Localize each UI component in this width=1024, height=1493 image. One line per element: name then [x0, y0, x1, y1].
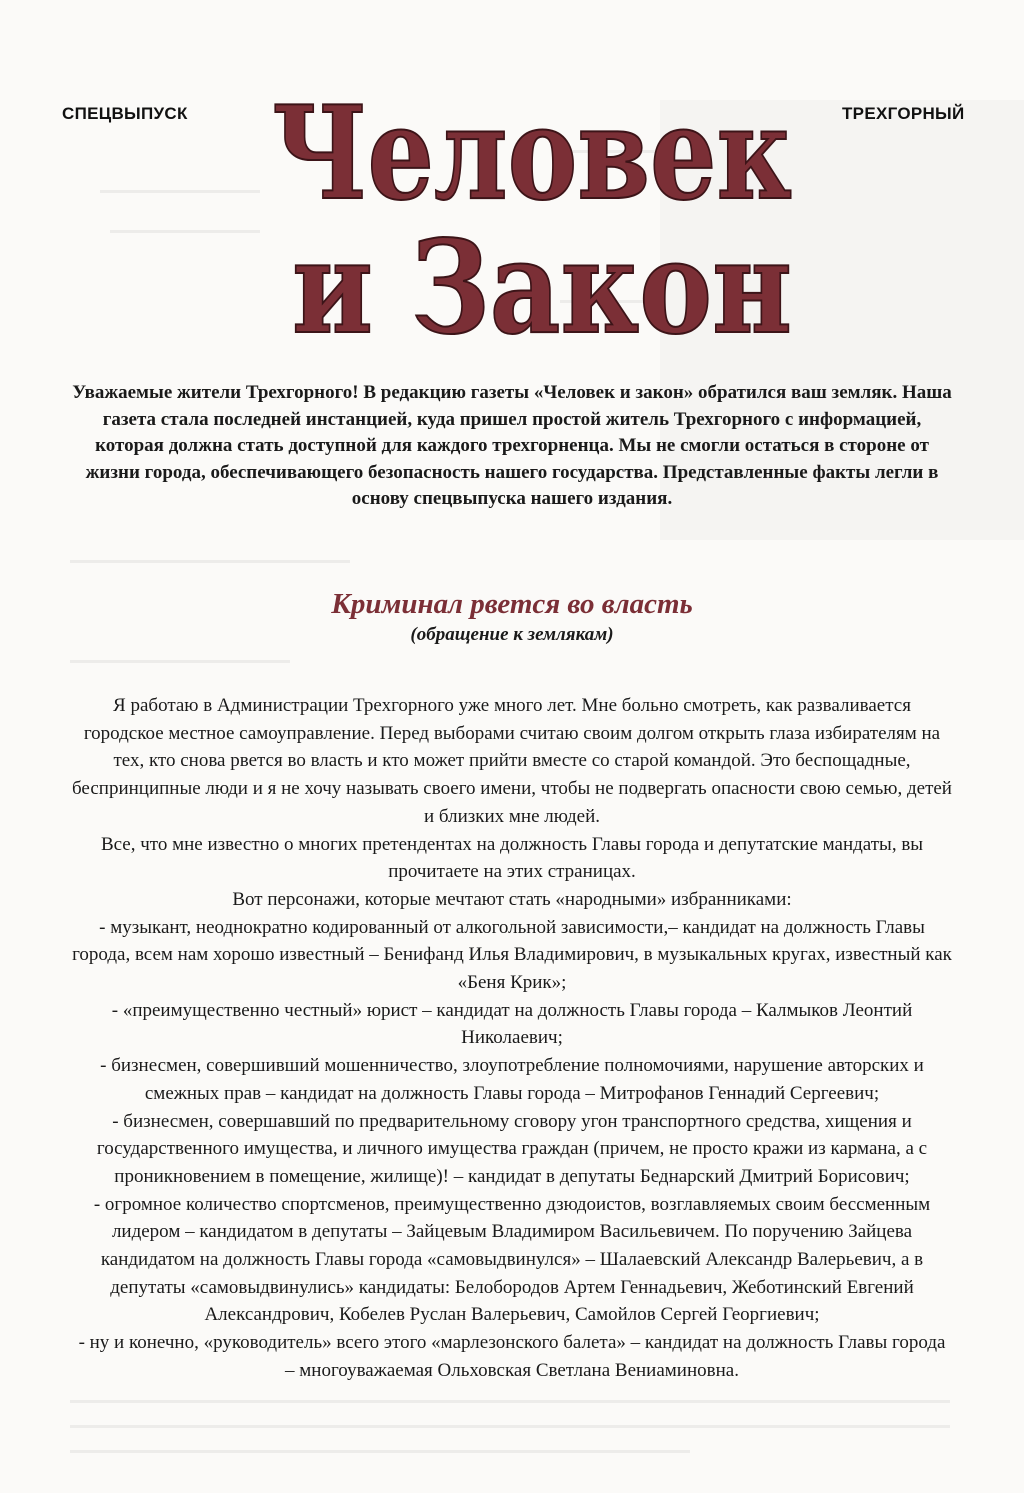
list-item: - огромное количество спортсменов, преимущественно дзюдоистов, возглавляемых своим бессменным лидером – кандидатом в депутаты – Зайцевым Владимиром Васильевичем. По поручению Зайцева кандидатом на должность Главы города «самовыдвинулся» – Шалаевский Александр Валерьевич, а в депутаты «самовыдвинулись» кандидаты: Белобородов Артем Геннадьевич, Жеботинский Евгений Александрович, Кобелев Руслан Валерьевич, Самойлов Сергей Георгиевич;: [93, 1193, 931, 1326]
article-title: Криминал рвется во власть: [331, 588, 693, 620]
article-body: [72, 692, 952, 1385]
list-item: - бизнесмен, совершивший мошенничество, злоупотребление полномочиями, нарушение авторских и смежных прав – кандидат на должность Главы города – Митрофанов Геннадий Сергеевич;: [100, 1055, 924, 1104]
paragraph: Вот персонажи, которые мечтают стать «народными» избранниками:: [232, 888, 792, 910]
masthead-line-2: и Закон: [292, 213, 792, 350]
special-issue-label: СПЕЦВЫПУСК: [62, 104, 188, 123]
list-item: - бизнесмен, совершавший по предварительному сговору угон транспортного средства, хищения и государственного имущества, и личного имущества граждан (причем, не просто кражи из кармана, а с проникновением в помещение, жилище)! – кандидат в депутаты Беднарский Дмитрий Борисович;: [96, 1110, 928, 1187]
paragraph: Я работаю в Администрации Трехгорного уже много лет. Мне больно смотреть, как разваливается городское местное самоуправление. Перед выборами считаю своим долгом открыть глаза избирателям на тех, кто снова рвется во власть и кто может прийти вместе со старой командой. Это беспощадные, беспринципные люди и я не хочу называть своего имени, чтобы не подвергать опасности свою семью, детей и близких мне людей.: [72, 695, 952, 827]
paragraph: Все, что мне известно о многих претендентах на должность Главы города и депутатские мандаты, вы прочитаете на этих страницах.: [100, 833, 924, 883]
list-item: - музыкант, неоднократно кодированный от алкогольной зависимости,– кандидат на должность Главы города, всем нам хорошо известный – Бенифанд Илья Владимирович, в музыкальных кругах, известный как «Беня Крик»;: [72, 916, 952, 994]
list-item: - ну и конечно, «руководитель» всего этого «марлезонского балета» – кандидат на должность Главы города – многоуважаемая Ольховская Светлана Вениаминовна.: [78, 1332, 946, 1381]
masthead-logo: [262, 80, 802, 350]
editorial-intro: Уважаемые жители Трехгорного! В редакцию газеты «Человек и закон» обратился ваш земляк. Наша газета стала последней инстанцией, куда пришел простой житель Трехгорного с информацией, которая должна стать доступной для каждого трехгорненца. Мы не смогли остаться в стороне от жизни города, обеспечивающего безопасность нашего государства. Представленные факты легли в основу спецвыпуска нашего издания.: [72, 382, 952, 509]
list-item: - «преимущественно честный» юрист – кандидат на должность Главы города – Калмыков Леонтий Николаевич;: [111, 999, 913, 1049]
article-subtitle: (обращение к землякам): [410, 624, 614, 645]
masthead-line-1: Человек: [272, 80, 792, 229]
city-label: ТРЕХГОРНЫЙ: [842, 104, 965, 123]
